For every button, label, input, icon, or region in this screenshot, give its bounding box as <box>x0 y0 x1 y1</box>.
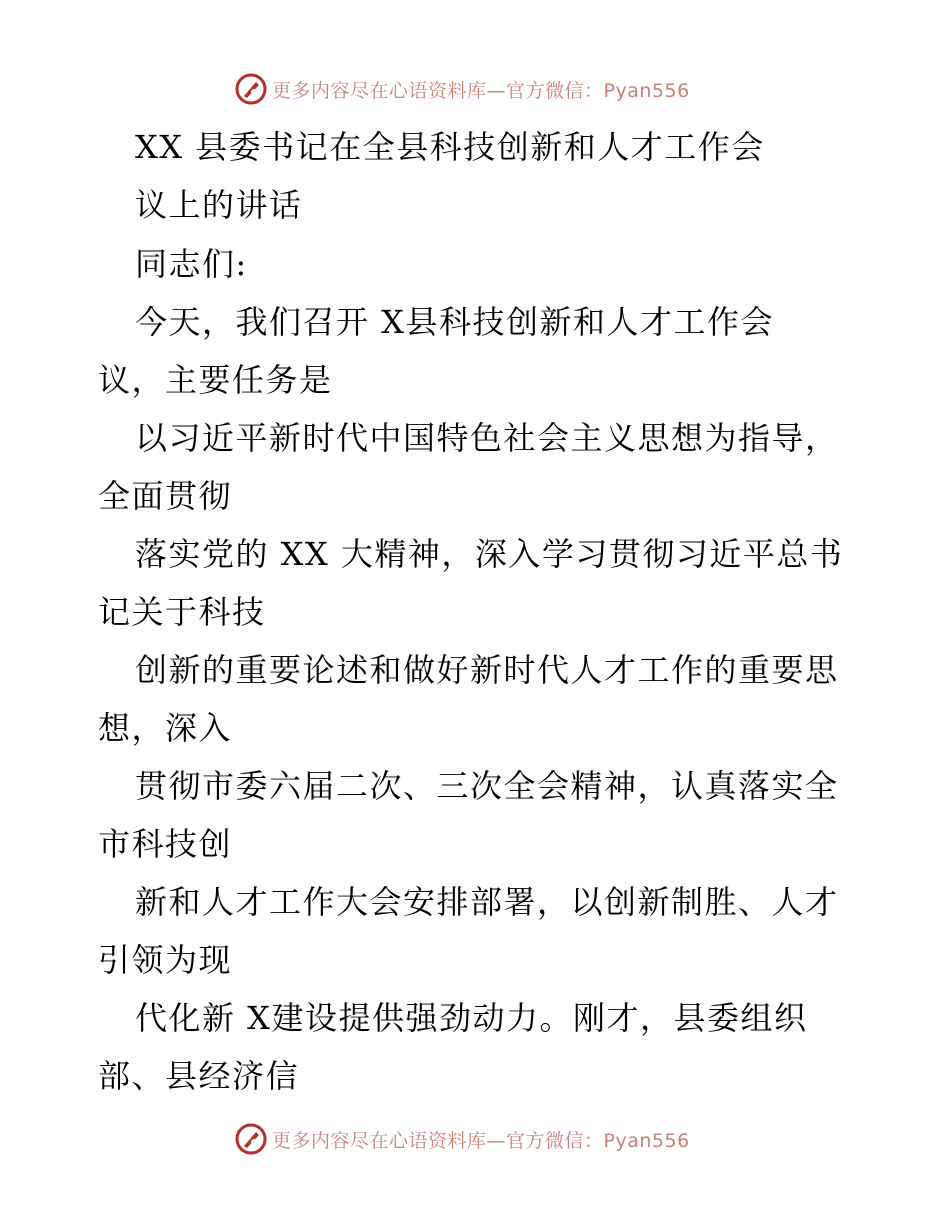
body-line-13: 代化新 X建设提供强劲动力。刚才，县委组织 <box>135 999 808 1037</box>
body-line-4: 全面贯彻 <box>98 477 233 515</box>
header-banner-text: 更多内容尽在心语资料库—官方微信：Pyan556 <box>272 79 690 102</box>
body-line-2: 议，主要任务是 <box>98 361 333 399</box>
pen-logo-icon <box>234 1122 268 1156</box>
body-line-9: 贯彻市委六届二次、三次全会精神，认真落实全 <box>135 767 839 805</box>
body-line-1: 今天，我们召开 X县科技创新和人才工作会 <box>135 303 774 341</box>
body-line-10: 市科技创 <box>98 825 233 863</box>
footer-banner <box>234 1122 714 1156</box>
salutation: 同志们: <box>135 245 248 283</box>
pen-logo-icon <box>234 72 268 106</box>
body-line-3: 以习近平新时代中国特色社会主义思想为指导， <box>135 419 839 457</box>
footer-banner-text: 更多内容尽在心语资料库—官方微信：Pyan556 <box>272 1129 690 1152</box>
header-banner <box>234 72 714 106</box>
body-line-11: 新和人才工作大会安排部署，以创新制胜、人才 <box>135 883 839 921</box>
body-line-7: 创新的重要论述和做好新时代人才工作的重要思 <box>135 651 839 689</box>
body-line-12: 引领为现 <box>98 941 233 979</box>
body-line-5: 落实党的 XX 大精神，深入学习贯彻习近平总书 <box>135 535 844 573</box>
title-line-2: 议上的讲话 <box>135 186 303 224</box>
body-line-8: 想，深入 <box>98 709 233 747</box>
title-line-1: XX 县委书记在全县科技创新和人才工作会 <box>135 128 765 166</box>
body-line-6: 记关于科技 <box>98 593 266 631</box>
body-line-14: 部、县经济信 <box>98 1057 300 1095</box>
